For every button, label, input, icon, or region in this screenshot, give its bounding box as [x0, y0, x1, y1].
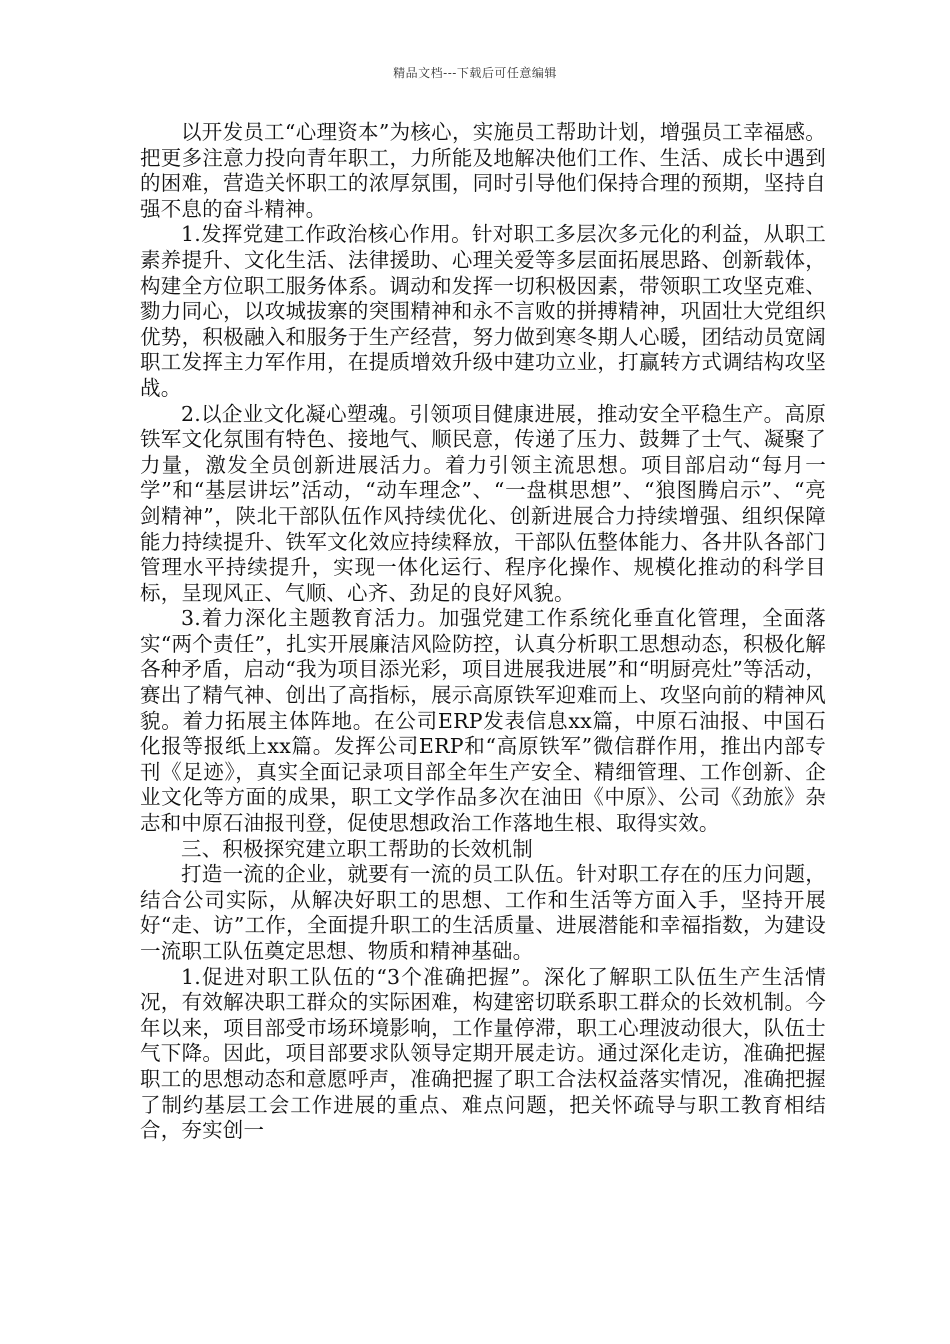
- page-header: 精品文档---下载后可任意编辑: [393, 66, 557, 80]
- paragraph-item-2: 2.以企业文化凝心塑魂。引领项目健康进展，推动安全平稳生产。高原铁军文化氛围有特色、接地气、顺民意，传递了压力、鼓舞了士气、凝聚了力量，激发全员创新进展活力。着力引领主流思想。项目部启动“每月一学”和“基层讲坛”活动，“动车理念”、“一盘棋思想”、“狼图腾启示”、“亮剑精神”，陕北干部队伍作风持续优化、创新进展合力持续增强、组织保障能力持续提升、铁军文化效应持续释放，干部队伍整体能力、各井队各部门管理水平持续提升，实现一体化运行、程序化操作、规模化推动的科学目标，呈现风正、气顺、心齐、劲足的良好风貌。: [140, 401, 826, 605]
- document-body: [140, 120, 826, 1144]
- paragraph-intro: 以开发员工“心理资本”为核心，实施员工帮助计划，增强员工幸福感。把更多注意力投向青年职工，力所能及地解决他们工作、生活、成长中遇到的困难，营造关怀职工的浓厚氛围，同时引导他们保持合理的预期，坚持自强不息的奋斗精神。: [140, 120, 826, 221]
- section-heading: 三、积极探究建立职工帮助的长效机制: [181, 836, 533, 861]
- paragraph-item-3: 3.着力深化主题教育活力。加强党建工作系统化垂直化管理，全面落实“两个责任”，扎实开展廉洁风险防控，认真分析职工思想动态，积极化解各种矛盾，启动“我为项目添光彩，项目进展我进展”和“明厨亮灶”等活动，赛出了精气神、创出了高指标，展示高原铁军迎难而上、攻坚向前的精神风貌。着力拓展主体阵地。在公司ERP发表信息xx篇，中原石油报、中国石化报等报纸上xx篇。发挥公司ERP和“高原铁军”微信群作用，推出内部专刊《足迹》，真实全面记录项目部全年生产安全、精细管理、工作创新、企业文化等方面的成果，职工文学作品多次在油田《中原》、公司《劲旅》杂志和中原石油报刊登，促使思想政治工作落地生根、取得实效。: [140, 606, 826, 836]
- paragraph-item-1: 1.发挥党建工作政治核心作用。针对职工多层次多元化的利益，从职工素养提升、文化生活、法律援助、心理关爱等多层面拓展思路、创新载体，构建全方位职工服务体系。调动和发挥一切积极因素，带领职工攻坚克难、勠力同心，以攻城拔寨的突围精神和永不言败的拼搏精神，巩固壮大党组织优势，积极融入和服务于生产经营，努力做到寒冬期人心暖，团结动员宽阔职工发挥主力军作用，在提质增效升级中建功立业，打赢转方式调结构攻坚战。: [140, 222, 826, 400]
- paragraph-section-intro: 打造一流的企业，就要有一流的员工队伍。针对职工存在的压力问题，结合公司实际，从解决好职工的思想、工作和生活等方面入手，坚持开展好“走、访”工作，全面提升职工的生活质量、进展潜能和幸福指数，为建设一流职工队伍奠定思想、物质和精神基础。: [140, 862, 826, 963]
- paragraph-section-item-1: 1.促进对职工队伍的“3个准确把握”。深化了解职工队伍生产生活情况，有效解决职工群众的实际困难，构建密切联系职工群众的长效机制。今年以来，项目部受市场环境影响，工作量停滞，职工心理波动很大，队伍士气下降。因此，项目部要求队领导定期开展走访。通过深化走访，准确把握职工的思想动态和意愿呼声，准确把握了职工合法权益落实情况，准确把握了制约基层工会工作进展的重点、难点问题，把关怀疏导与职工教育相结合，夯实创一: [140, 964, 826, 1143]
